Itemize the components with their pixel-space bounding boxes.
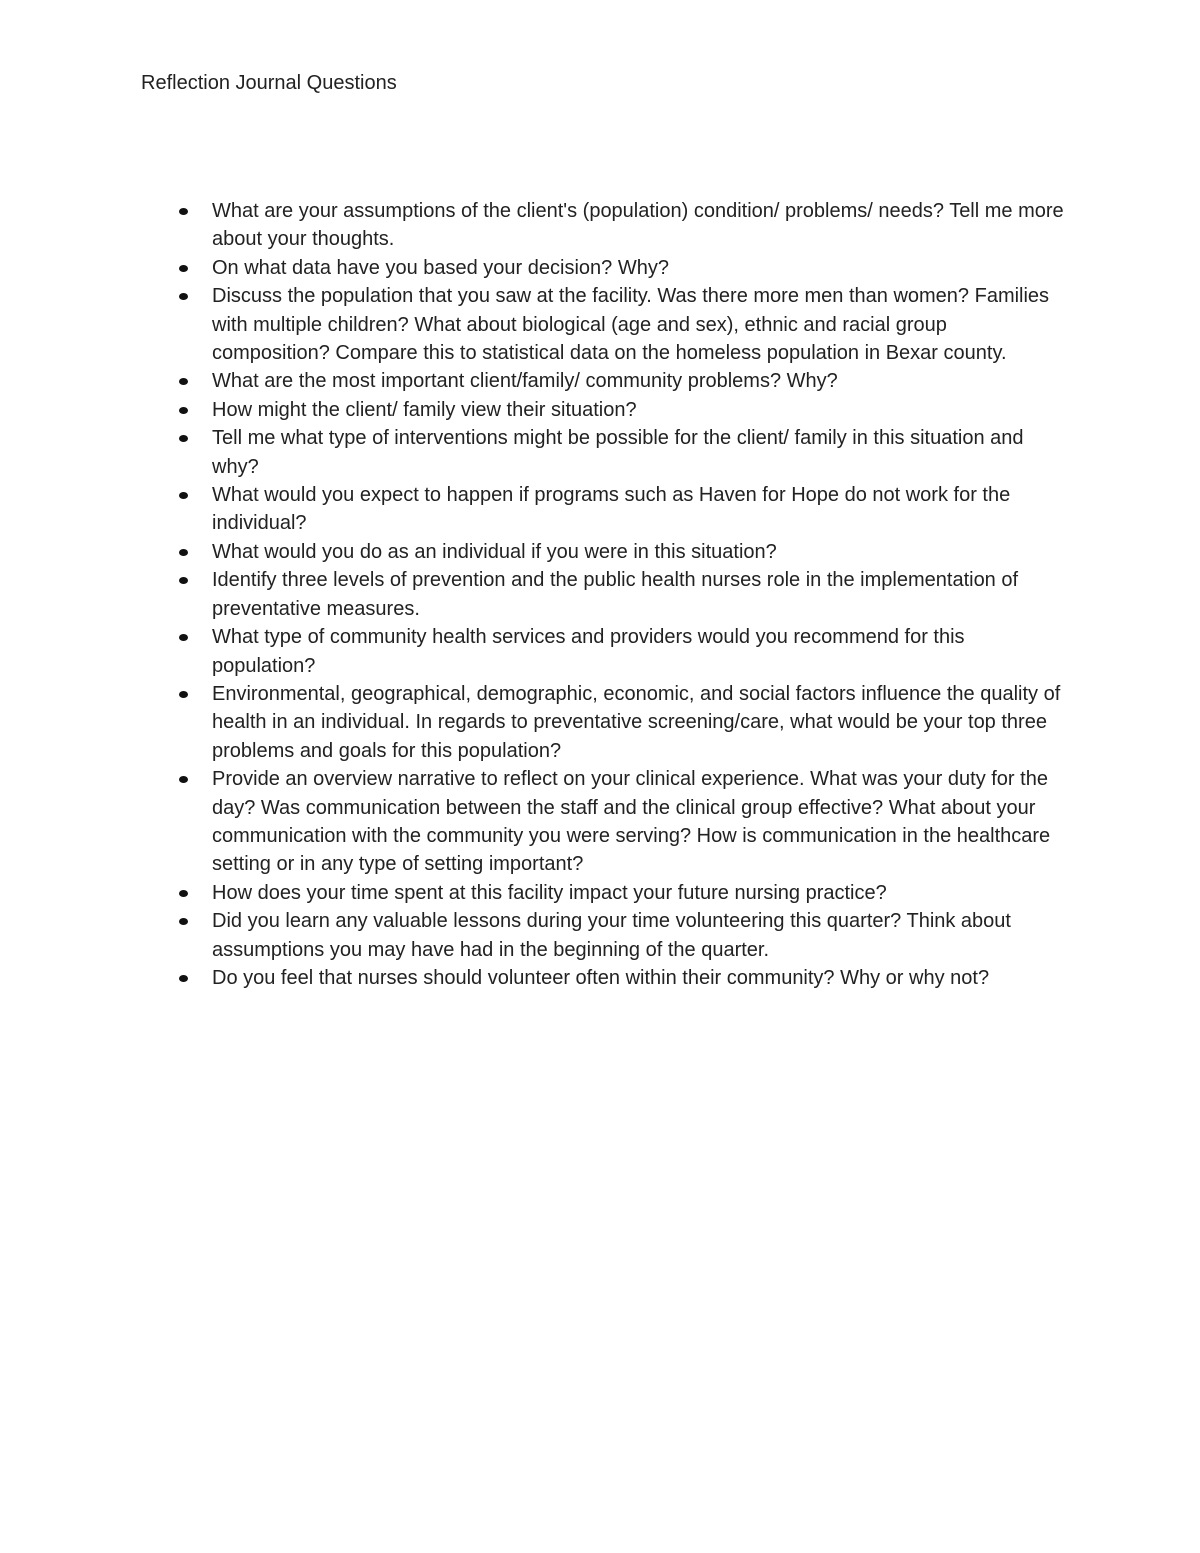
- question-text: What are your assumptions of the client's (population) condition/ problems/ needs? Tell me more about your thoughts.: [212, 200, 1064, 251]
- question-item: [175, 396, 1065, 424]
- question-item: [175, 680, 1065, 765]
- question-item: [175, 879, 1065, 907]
- bullet-icon: [179, 378, 188, 385]
- bullet-icon: [179, 265, 188, 272]
- question-item: [175, 367, 1065, 395]
- question-text: Environmental, geographical, demographic, economic, and social factors influence the quality of health in an individual. In regards to preventative screening/care, what would be your top three problems and goals for this population?: [212, 682, 1061, 762]
- question-text: On what data have you based your decision? Why?: [212, 256, 669, 279]
- question-list: [175, 197, 1065, 992]
- question-text: Tell me what type of interventions might be possible for the client/ family in this situation and why?: [212, 427, 1024, 478]
- question-text: What would you do as an individual if you were in this situation?: [212, 540, 777, 563]
- question-item: [175, 907, 1065, 964]
- bullet-icon: [179, 691, 188, 698]
- bullet-icon: [179, 435, 188, 442]
- question-text: Provide an overview narrative to reflect on your clinical experience. What was your duty for the day? Was communication between the staff and the clinical group effective? What about your communication with the community you were serving? How is communication in the healthcare setting or in any type of setting important?: [212, 768, 1051, 876]
- question-text: How does your time spent at this facility impact your future nursing practice?: [212, 881, 887, 904]
- question-text: Discuss the population that you saw at the facility. Was there more men than women? Families with multiple children? What about biological (age and sex), ethnic and racial group composition? Compare this to statistical data on the homeless population in Bexar county.: [212, 285, 1050, 365]
- bullet-icon: [179, 890, 188, 897]
- question-item: [175, 964, 1065, 992]
- question-item: [175, 765, 1065, 879]
- question-text: What would you expect to happen if programs such as Haven for Hope do not work for the individual?: [212, 484, 1011, 535]
- document-title: Reflection Journal Questions: [141, 72, 397, 94]
- bullet-icon: [179, 492, 188, 499]
- question-item: [175, 424, 1065, 481]
- question-text: Did you learn any valuable lessons during your time volunteering this quarter? Think about assumptions you may have had in the beginning of the quarter.: [212, 910, 1011, 961]
- question-text: What are the most important client/family/ community problems? Why?: [212, 370, 838, 393]
- question-text: What type of community health services and providers would you recommend for this population?: [212, 626, 965, 677]
- bullet-icon: [179, 577, 188, 584]
- bullet-icon: [179, 208, 188, 215]
- question-item: [175, 538, 1065, 566]
- question-item: [175, 197, 1065, 254]
- bullet-icon: [179, 549, 188, 556]
- question-item: [175, 623, 1065, 680]
- bullet-icon: [179, 293, 188, 300]
- question-text: Identify three levels of prevention and the public health nurses role in the implementation of preventative measures.: [212, 569, 1019, 620]
- question-text: Do you feel that nurses should volunteer often within their community? Why or why not?: [212, 966, 990, 989]
- question-item: [175, 481, 1065, 538]
- bullet-icon: [179, 776, 188, 783]
- question-item: [175, 566, 1065, 623]
- bullet-icon: [179, 918, 188, 925]
- question-text: How might the client/ family view their situation?: [212, 398, 637, 421]
- bullet-icon: [179, 634, 188, 641]
- question-item: [175, 254, 1065, 282]
- question-item: [175, 282, 1065, 367]
- bullet-icon: [179, 975, 188, 982]
- bullet-icon: [179, 407, 188, 414]
